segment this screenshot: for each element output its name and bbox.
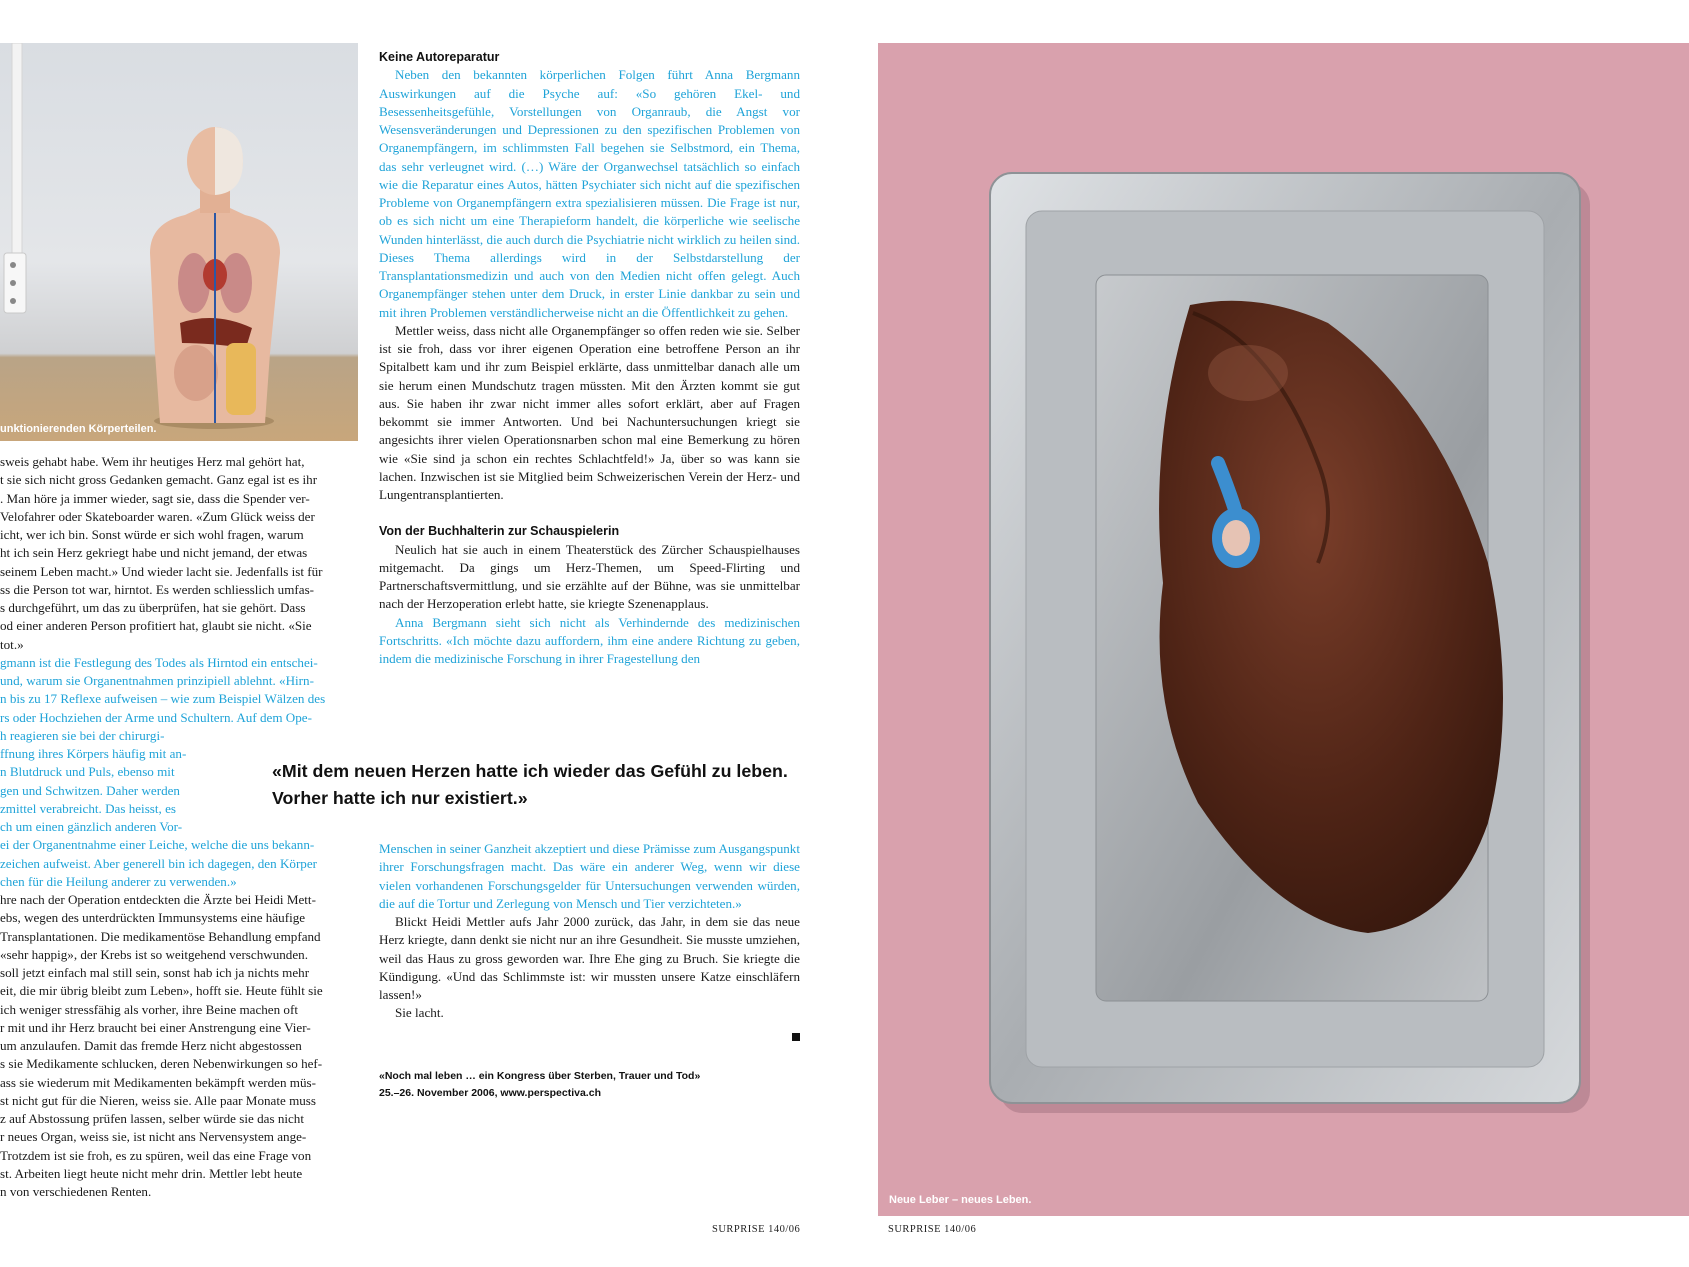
section-heading: Keine Autoreparatur (379, 50, 500, 64)
footnote-line: «Noch mal leben … ein Kongress über Sterben, Trauer und Tod» (379, 1070, 701, 1082)
text-line: n Blutdruck und Puls, ebenso mit (0, 764, 175, 780)
text-line: und, warum sie Organentnahmen prinzipiell ablehnt. «Hirn- (0, 673, 314, 688)
photo-caption-left: unktionierenden Körperteilen. (0, 423, 157, 435)
photo-caption-right: Neue Leber – neues Leben. (889, 1194, 1032, 1206)
text-line: st nicht gut für die Nieren, weiss sie. Alle paar Monate muss (0, 1092, 317, 1108)
torso-photo (0, 43, 358, 441)
middle-text-column-continued (379, 840, 800, 1023)
pull-quote-line: «Mit dem neuen Herzen hatte ich wieder das Gefühl zu leben. (272, 761, 788, 781)
text-line: soll jetzt einfach mal still sein, sonst hab ich ja nichts mehr (0, 965, 310, 980)
text-line: ht ich sein Herz gekriegt habe und nicht jemand, der etwas (0, 545, 308, 561)
text-line: s durchgeführt, um das zu überprüfen, hat sie gehört. Dass (0, 600, 306, 615)
footnote-line: 25.–26. November 2006, www.perspectiva.ch (379, 1087, 601, 1099)
text-line: ffnung ihres Körpers häufig mit an- (0, 746, 187, 761)
text-line: sweis gehabt habe. Wem ihr heutiges Herz mal gehört hat, (0, 454, 305, 469)
text-line: t sie sich nicht gross Gedanken gemacht. Ganz egal ist es ihr (0, 472, 318, 488)
text-line: st. Arbeiten liegt heute nicht mehr drin. Mettler lebt heute (0, 1165, 303, 1181)
pull-quote-line: Vorher hatte ich nur existiert.» (272, 788, 528, 808)
text-line: um anzulaufen. Damit das fremde Herz nicht abgestossen (0, 1038, 302, 1053)
text-line: h reagieren sie bei der chirurgi- (0, 727, 165, 743)
text-line: n von verschiedenen Renten. (0, 1184, 152, 1199)
text-line: Transplantationen. Die medikamentöse Behandlung empfand (0, 928, 321, 944)
left-text-column (0, 453, 358, 1201)
text-line: chen für die Heilung anderer zu verwenden.» (0, 873, 237, 889)
paragraph: Sie lacht. (395, 1005, 444, 1021)
liver-photo (878, 43, 1689, 1216)
text-line: Trotzdem ist sie froh, es zu spüren, weil das eine Frage von (0, 1147, 312, 1163)
text-line: seinem Leben macht.» Und wieder lacht sie. Jedenfalls ist für (0, 563, 323, 579)
paragraph: Anna Bergmann sieht sich nicht als Verhindernde des medizinischen Fortschritts. «Ich möchte dazu auffordern, ihm eine andere Richtung zu geben, indem die medizinische Forschung in ihrer Fragestellung den (379, 614, 800, 666)
text-line: s sie Medikamente schlucken, deren Nebenwirkungen so hef- (0, 1056, 323, 1072)
paragraph: Blickt Heidi Mettler aufs Jahr 2000 zurück, das Jahr, in dem sie das neue Herz kriegte, dann denkt sie nicht nur an ihre Gesundheit. Sie musste umziehen, weil das Haus zu gross geworden war. Ihre Ehe ging zu Bruch. Sie kriegte die Kündigung. «Und das Schlimmste ist: wir mussten unsere Katze einschläfern lassen!» (379, 914, 800, 1002)
text-line: ich weniger stressfähig als vorher, ihre Beine machen oft (0, 1001, 298, 1017)
folio-right: SURPRISE 140/06 (888, 1224, 977, 1235)
text-line: Velofahrer oder Skateboarder waren. «Zum Glück weiss der (0, 508, 315, 524)
paragraph: Neben den bekannten körperlichen Folgen führt Anna Bergmann Auswirkungen auf die Psyche auf: «So gehören Ekel- und Besessenheitsgefühle, Vorstellungen von Organraub, die Angst vor Wesensveränderungen und Depressionen zu den spezifischen Problemen von Organempfängern, im schlimmsten Fall begehen sie Selbstmord, ein Thema, das sehr verleugnet wird. (…) Wäre der Organwechsel tatsächlich so einfach wie die Reparatur eines Autos, hätten Psychiater sich nicht auf die spezifischen Probleme von Organempfängern extra spezialisieren müssen. Die Frage ist nur, ob es sich nicht um eine Therapieform handelt, die körperliche wie seelische Wunden hinterlässt, die auch durch die Psychiatrie nicht wirklich zu heilen sind. Dieses Thema allerdings wird in der Selbstdarstellung der Transplantationsmedizin und auch von den Medien nicht offen gelegt. Auch Organempfänger stehen unter dem Druck, in erster Linie dankbar zu sein und mit ihren Problemen verständlicherweise nicht an die Öffentlichkeit zu gehen. (379, 67, 800, 320)
text-line: tot.» (0, 636, 24, 652)
text-line: ss die Person tot war, hirntot. Es werden schliesslich umfas- (0, 581, 315, 597)
text-line: z auf Abstossung prüfen lassen, selber würde sie das nicht (0, 1111, 304, 1126)
anatomy-model-image (0, 43, 358, 441)
text-line: . Man höre ja immer wieder, sagt sie, dass die Spender ver- (0, 490, 310, 506)
text-line: ebs, wegen des unterdrückten Immunsystems eine häufige (0, 910, 306, 926)
text-line: zeichen aufweist. Aber generell bin ich dagegen, den Körper (0, 855, 318, 871)
text-line: zmittel verabreicht. Das heisst, es (0, 800, 176, 816)
text-line: hre nach der Operation entdeckten die Ärzte bei Heidi Mett- (0, 892, 316, 907)
text-line: ass sie wiederum mit Medikamenten bekämpft werden müs- (0, 1074, 316, 1090)
chocolate-liver-on-tray-image (878, 43, 1689, 1216)
text-line: eit, die mir übrig bleibt zum Leben», hofft sie. Heute fühlt sie (0, 983, 323, 999)
paragraph: Mettler weiss, dass nicht alle Organempfänger so offen reden wie sie. Selber ist sie froh, dass vor ihrer eigenen Operation eine betroffene Person an ihr Spitalbett kam und ihr zum Beispiel erklärte, dass unmittelbar danach alle um sie herum einen Mundschutz tragen müssten. Mit den Ärzten kommt sie gut aus. Sie haben ihr zwar nicht immer alles sofort erklärt, aber auf Fragen bekommt sie immer Antworten. Und bei Nachuntersuchungen kriegt sie angesichts ihrer vielen Operationsnarben schon mal eine Bemerkung zu hören wie «Sie sind ja schon ein rechtes Schlachtfeld!» Ja, über so was kann sie lachen. Inzwischen ist sie Mitglied beim Schweizerischen Verein der Herz- und Lungentransplantierten. (379, 322, 800, 502)
text-line: ei der Organentnahme einer Leiche, welche die uns bekann- (0, 837, 315, 853)
paragraph: Neulich hat sie auch in einem Theaterstück des Zürcher Schauspielhauses mitgemacht. Da gings um Herz-Themen, um Speed-Flirting und Partnerschaftsvermittlung, und sie erzählte auf der Bühne, was sie unmittelbar nach der Herzoperation erlebt hatte, sie kriegte Szenenapplaus. (379, 541, 800, 612)
text-line: ch um einen gänzlich anderen Vor- (0, 819, 183, 834)
text-line: gen und Schwitzen. Daher werden (0, 782, 180, 798)
text-line: r neues Organ, weiss sie, ist nicht ans Nervensystem ange- (0, 1129, 307, 1145)
text-line: gmann ist die Festlegung des Todes als Hirntod ein entschei- (0, 654, 318, 670)
end-of-article-mark (792, 1033, 800, 1041)
text-line: rs oder Hochziehen der Arme und Schultern. Auf dem Ope- (0, 709, 312, 725)
text-line: «sehr happig», der Krebs ist so weitgehend verschwunden. (0, 946, 308, 962)
section-heading: Von der Buchhalterin zur Schauspielerin (379, 524, 620, 539)
event-footnote (379, 1068, 800, 1102)
pull-quote (272, 758, 812, 812)
text-line: icht, wer ich bin. Sonst würde er sich wohl fragen, warum (0, 527, 304, 542)
paragraph: Menschen in seiner Ganzheit akzeptiert und diese Prämisse zum Ausgangspunkt ihrer Forschungsfragen macht. Das wäre ein anderer Weg, wenn wir diese vielen vorhandenen Forschungsgelder für Untersuchungen verwenden würden, die auf die Tortur und Zerlegung von Mensch und Tier verzichteten.» (379, 841, 800, 911)
text-line: n bis zu 17 Reflexe aufweisen – wie zum Beispiel Wälzen des (0, 691, 326, 707)
folio-left: SURPRISE 140/06 (712, 1224, 801, 1235)
text-line: od einer anderen Person profitiert hat, glaubt sie nicht. «Sie (0, 618, 312, 634)
middle-text-column (379, 48, 800, 668)
text-line: r mit und ihr Herz braucht bei einer Anstrengung eine Vier- (0, 1019, 311, 1035)
